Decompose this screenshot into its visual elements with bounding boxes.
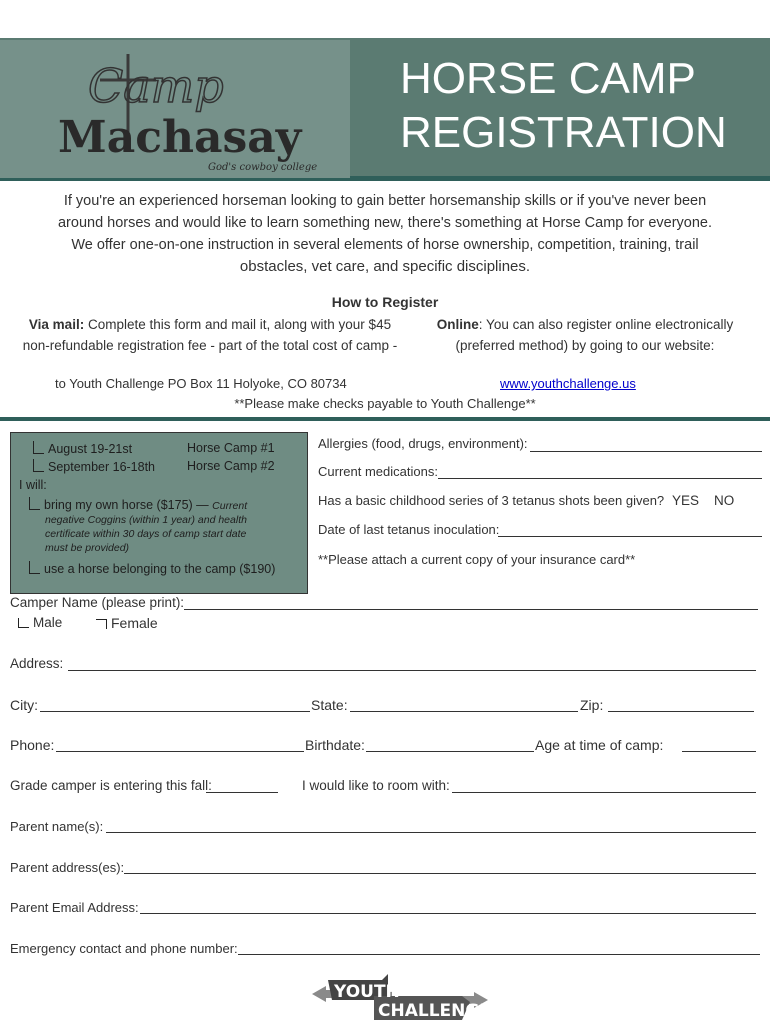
page-title: HORSE CAMP REGISTRATION: [400, 54, 727, 157]
own-horse-option[interactable]: bring my own horse ($175) — Current negative Coggins (within 1 year) and health certificate within 30 days of camp start date must be provided): [29, 497, 301, 555]
birthdate-field[interactable]: [366, 751, 534, 752]
checkbox-icon[interactable]: [29, 561, 40, 574]
online-instructions: Online: You can also register online electronically (preferred method) by going to our website:: [436, 317, 734, 353]
session-1-name: Horse Camp #1: [187, 441, 275, 455]
youth-challenge-logo: [312, 972, 488, 1022]
birthdate-label: Birthdate:: [305, 737, 365, 753]
phone-label: Phone:: [10, 737, 55, 753]
zip-field[interactable]: [608, 711, 754, 712]
female-option[interactable]: Female: [96, 615, 158, 631]
camper-name-label: Camper Name (please print):: [10, 595, 185, 610]
svg-text:God's cowboy college: God's cowboy college: [208, 162, 318, 173]
parent-address-field[interactable]: [124, 873, 756, 874]
zip-label: Zip:: [580, 697, 604, 713]
checkbox-icon[interactable]: [96, 619, 107, 629]
room-with-field[interactable]: [452, 792, 756, 793]
how-to-register-heading: How to Register: [331, 294, 439, 310]
address-label: Address:: [10, 656, 64, 671]
tetanus-yes[interactable]: YES: [672, 493, 700, 508]
intro-text: If you're an experienced horseman looking to gain better horsemanship skills or if you've never been around horses and would like to learn something new, there's something at Horse Camp for everyone. We offer one-on-one instruction in several elements of horse ownership, competition, training, trail obstacles, vet care, and specific disciplines.: [57, 193, 712, 275]
section-divider: [0, 417, 770, 421]
male-option[interactable]: Male: [18, 615, 62, 630]
phone-field[interactable]: [56, 751, 304, 752]
room-with-label: I would like to room with:: [302, 778, 450, 793]
camp-logo: [0, 40, 350, 178]
svg-text:YOUTH: YOUTH: [334, 982, 400, 1002]
grade-field[interactable]: [206, 792, 278, 793]
svg-text:CHALLENGE: CHALLENGE: [378, 1001, 488, 1021]
parent-email-label: Parent Email Address:: [10, 900, 139, 915]
age-label: Age at time of camp:: [535, 737, 664, 753]
parent-names-field[interactable]: [106, 832, 756, 833]
city-label: City:: [10, 697, 38, 713]
medications-label: Current medications:: [318, 464, 438, 479]
camper-name-field[interactable]: [184, 609, 758, 610]
insurance-note: **Please attach a current copy of your insurance card**: [318, 552, 636, 567]
svg-text:Camp: Camp: [88, 59, 224, 113]
tetanus-date-field[interactable]: [498, 536, 762, 537]
camp-horse-option[interactable]: use a horse belonging to the camp ($190): [29, 561, 275, 576]
tetanus-no[interactable]: NO: [714, 493, 735, 508]
svg-text:Machasay: Machasay: [58, 112, 302, 163]
city-field[interactable]: [40, 711, 310, 712]
emergency-contact-field[interactable]: [238, 954, 760, 955]
tetanus-question: Has a basic childhood series of 3 tetanus shots been given?: [318, 493, 665, 508]
website-link[interactable]: www.youthchallenge.us: [500, 376, 636, 391]
parent-address-label: Parent address(es):: [10, 860, 125, 875]
checkbox-icon[interactable]: [33, 459, 44, 472]
mailing-address: to Youth Challenge PO Box 11 Holyoke, CO 80734: [55, 376, 347, 391]
state-label: State:: [311, 697, 348, 713]
checks-note: **Please make checks payable to Youth Challenge**: [234, 396, 536, 411]
checkbox-icon[interactable]: [29, 497, 40, 510]
checkbox-icon[interactable]: [33, 441, 44, 454]
grade-label: Grade camper is entering this fall:: [10, 778, 212, 793]
allergies-label: Allergies (food, drugs, environment):: [318, 436, 528, 451]
state-field[interactable]: [350, 711, 578, 712]
tetanus-date-label: Date of last tetanus inoculation:: [318, 522, 500, 537]
checkbox-icon[interactable]: [18, 618, 29, 628]
parent-names-label: Parent name(s):: [10, 819, 104, 834]
allergies-field[interactable]: [530, 451, 762, 452]
address-field[interactable]: [68, 670, 756, 671]
session-1-option[interactable]: August 19-21st: [33, 441, 132, 456]
age-field[interactable]: [682, 751, 756, 752]
camp-selection-box: [10, 432, 308, 594]
mail-instructions: Via mail: Complete this form and mail it, along with your $45 non-refundable registration fee - part of the total cost of camp -: [22, 317, 398, 353]
medications-field[interactable]: [438, 478, 762, 479]
session-2-name: Horse Camp #2: [187, 459, 275, 473]
emergency-contact-label: Emergency contact and phone number:: [10, 941, 238, 956]
parent-email-field[interactable]: [140, 913, 756, 914]
session-2-option[interactable]: September 16-18th: [33, 459, 155, 474]
i-will-label: I will:: [19, 478, 47, 492]
